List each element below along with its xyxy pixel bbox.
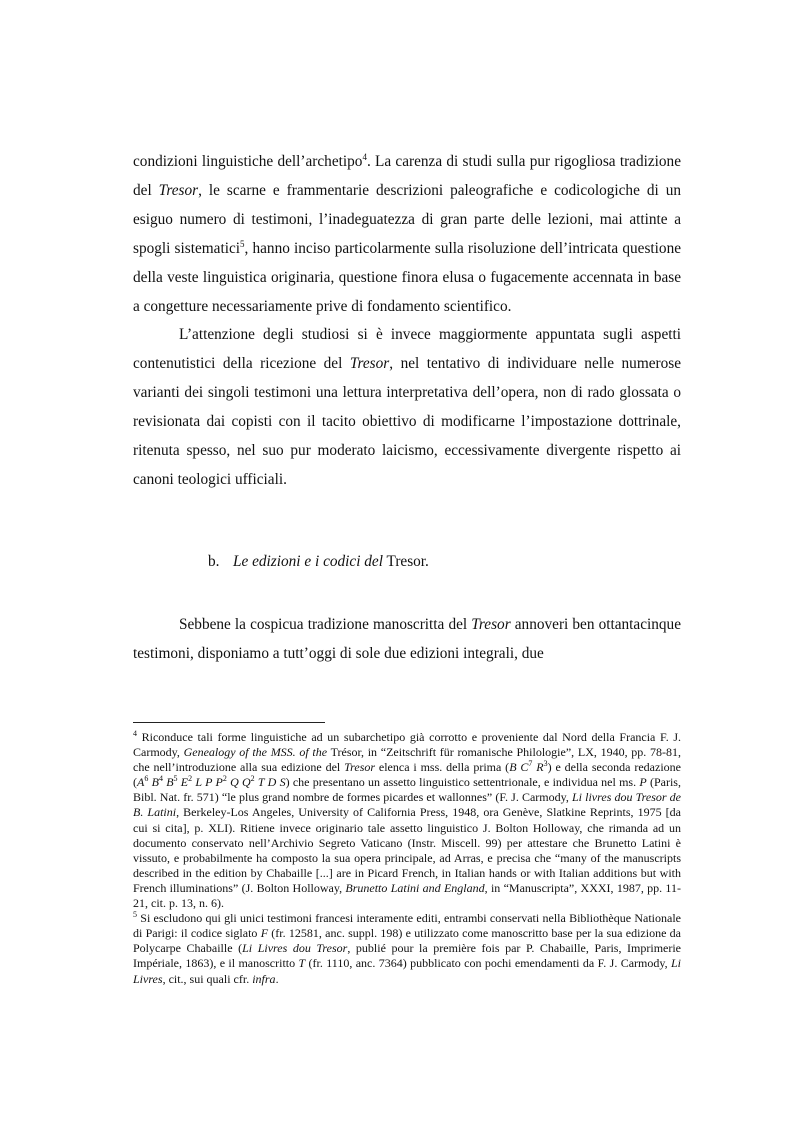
title-tresor: Tresor xyxy=(349,355,390,373)
italic-run: Li Livres xyxy=(133,956,681,986)
text-run: elenca i mss. della prima ( xyxy=(375,760,510,775)
section-number: b. xyxy=(208,552,220,570)
siglum: T xyxy=(298,956,306,971)
italic-run: Li Livres dou Tresor xyxy=(242,941,348,956)
siglum: A xyxy=(137,775,145,790)
siglum: R xyxy=(532,760,544,775)
text-run: Riconduce tali forme linguistiche ad un subarchetipo già corrotto e proveniente dal Nord della Francia F. J. Carmody, xyxy=(133,730,681,760)
text-run: . xyxy=(275,971,279,986)
text-run: , nel tentativo di individuare nelle numerose varianti dei singoli testimoni una lettura interpretativa dell’opera, non di rado glossata o revisionata dai copisti con il tacito obiettivo di modificarne l’impostazione dottrinale, ritenuta spesso, nel suo pur moderato laicismo, eccessivamente divergente rispetto ai canoni teologici ufficiali. xyxy=(133,355,681,488)
section-heading xyxy=(208,548,681,577)
siglum: B C xyxy=(509,760,529,775)
main-text xyxy=(133,148,681,669)
text-run: , hanno inciso particolarmente sulla risoluzione dell’intricata questione della veste linguistica originaria, questione finora elusa o fugacemente accennata in base a congetture necessariamente prive di fondamento scientifico. xyxy=(133,239,682,315)
footnote-ref-4[interactable]: 4 xyxy=(362,151,367,162)
paragraph-1 xyxy=(133,148,681,321)
siglum: P xyxy=(639,775,647,790)
text-run: Si escludono qui gli unici testimoni francesi interamente editi, entrambi conservati nella Bibliothèque Nationale di Parigi: il codice siglato xyxy=(133,911,681,941)
siglum-sup: 2 xyxy=(188,774,193,784)
text-run: Sebbene la cospicua tradizione manoscritta del xyxy=(179,615,472,633)
siglum-sup: 2 xyxy=(250,774,255,784)
siglum: E xyxy=(177,775,189,790)
siglum: B xyxy=(162,775,174,790)
text-run: L’attenzione degli studiosi si è invece maggiormente appuntata sugli aspetti contenutistici della ricezione del xyxy=(133,326,681,373)
text-run: , cit., sui quali cfr. xyxy=(162,971,253,986)
text-run: , le scarne e frammentarie descrizioni paleografiche e codicologiche di un esiguo numero di testimoni, l’inadeguatezza di gran parte delle lezioni, mai attinte a spogli sistematici xyxy=(133,181,682,257)
italic-run: Li livres dou Tresor de B. Latini xyxy=(133,790,681,820)
siglum-sup: 2 xyxy=(222,774,227,784)
footnote-5 xyxy=(133,911,681,986)
title-tresor: Tresor xyxy=(471,615,511,633)
text-run: , in “Manuscripta”, XXXI, 1987, pp. 11-21, cit. p. 13, n. 6). xyxy=(133,880,681,911)
title-tresor: Tresor xyxy=(158,181,199,199)
footnotes xyxy=(133,730,681,987)
text-run: annoveri ben ottantacinque testimoni, disponiamo a tutt’oggi di sole due edizioni integrali, due xyxy=(133,615,681,662)
siglum-sup: 6 xyxy=(144,774,149,784)
footnote-4 xyxy=(133,730,681,911)
footnote-ref-5[interactable]: 5 xyxy=(240,238,245,249)
text-run: . La carenza di studi sulla pur rigogliosa tradizione del xyxy=(133,153,681,199)
siglum-sup: 3 xyxy=(543,759,548,769)
siglum: F xyxy=(260,926,269,941)
siglum: T D S xyxy=(254,775,286,790)
text-run: condizioni linguistiche dell’archetipo xyxy=(133,153,363,170)
text-run: (Paris, Bibl. Nat. fr. 571) “le plus grand nombre de formes picardes et wallonnes” (F. J. Carmody, xyxy=(133,775,681,805)
section-title-roman: Tresor. xyxy=(382,552,429,570)
footnote-separator xyxy=(133,722,325,723)
italic-run: Brunetto Latini and England xyxy=(345,880,485,895)
paragraph-3 xyxy=(133,611,681,669)
section-title-italic: Le edizioni e i codici del xyxy=(233,552,383,570)
text-run: Trésor, in “Zeitschrift für romanische Philologie”, LX, 1940, pp. 78-81, che nell’introduzione alla sua edizione del xyxy=(133,745,681,775)
text-run: ) che presentano un assetto linguistico settentrionale, e individua nel ms. xyxy=(285,775,640,790)
siglum: B xyxy=(148,775,159,790)
siglum-sup: 7 xyxy=(528,759,533,769)
siglum: Q Q xyxy=(226,775,251,790)
text-run: ) e della seconda redazione ( xyxy=(133,760,681,790)
text-run: (fr. 12581, anc. suppl. 198) e utilizzato come manoscritto base per la sua edizione da Polycarpe Chabaille ( xyxy=(133,926,681,956)
footnote-number: 5 xyxy=(133,910,137,920)
italic-run: Genealogy of the MSS. of the xyxy=(183,745,328,760)
italic-run: Tresor xyxy=(344,760,376,775)
text-run: , Berkeley-Los Angeles, University of California Press, 1948, ora Genève, Slatkine Reprints, 1975 [da cui si cita], p. XLI). Ritiene invece originario tale assetto linguistico J. Bolton Holloway, che rimanda ad un documento conservato nell’Archivio Segreto Vaticano (Instr. Miscell. 99) per attestare che Brunetto Latini è vissuto, e probabilmente ha composto la sua opera principale, ad Arras, e precisa che “many of the manuscripts described in the edition by Chabaille [...] are in Picard French, in Italian hands or with Italian additions but with French illuminations” (J. Bolton Holloway, xyxy=(133,805,681,895)
siglum-sup: 5 xyxy=(173,774,178,784)
italic-run: infra xyxy=(252,971,276,986)
text-run: (fr. 1110, anc. 7364) pubblicato con pochi emendamenti da F. J. Carmody, xyxy=(305,956,671,971)
text-run: , publié pour la première fois par P. Chabaille, Paris, Imprimerie Impériale, 1863), e il manoscritto xyxy=(133,941,682,971)
siglum-sup: 4 xyxy=(158,774,163,784)
paragraph-2 xyxy=(133,321,681,494)
siglum: L P P xyxy=(192,775,223,790)
footnote-number: 4 xyxy=(133,729,137,738)
